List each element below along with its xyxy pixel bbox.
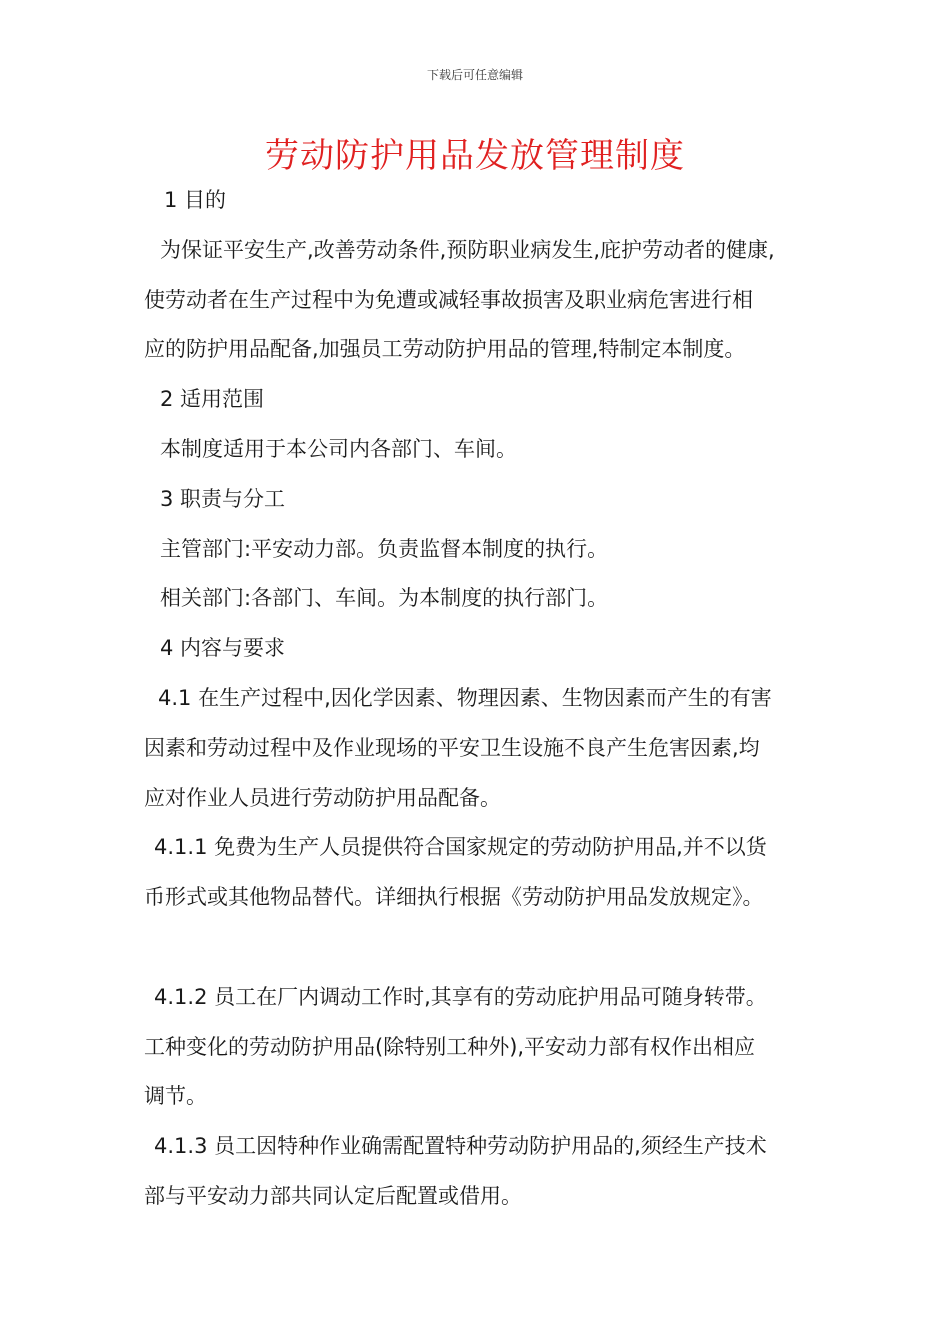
header-note: 下载后可任意编辑 (426, 68, 523, 82)
document-title: 劳动防护用品发放管理制度 (265, 136, 685, 176)
clause-4-1-1-line: 币形式或其他物品替代。详细执行根据《劳动防护用品发放规定》。 (144, 885, 764, 910)
clause-4-1-2-line: 工种变化的劳动防护用品(除特别工种外),平安动力部有权作出相应 (144, 1034, 756, 1059)
section-heading-purpose: 1 目的 (164, 188, 227, 212)
section-heading-responsibilities: 3 职责与分工 (160, 486, 286, 511)
clause-4-1-2-line: 4.1.2 员工在厂内调动工作时,其享有的劳动庇护用品可随身转带。 (154, 984, 767, 1009)
paragraph-line: 应的防护用品配备,加强员工劳动防护用品的管理,特制定本制度。 (144, 337, 746, 362)
document-body (144, 182, 824, 1228)
paragraph-line: 使劳动者在生产过程中为免遭或减轻事故损害及职业病危害进行相 (144, 287, 753, 312)
paragraph-line: 为保证平安生产,改善劳动条件,预防职业病发生,庇护劳动者的健康, (160, 237, 775, 262)
paragraph-line: 本制度适用于本公司内各部门、车间。 (160, 436, 517, 461)
paragraph-line: 相关部门:各部门、车间。为本制度的执行部门。 (160, 586, 609, 611)
section-heading-scope: 2 适用范围 (160, 387, 265, 412)
section-heading-content: 4 内容与要求 (160, 636, 286, 661)
clause-4-1-2-line: 调节。 (144, 1084, 207, 1109)
clause-4-1-line: 应对作业人员进行劳动防护用品配备。 (144, 785, 501, 810)
paragraph-line: 主管部门:平安动力部。负责监督本制度的执行。 (160, 536, 609, 561)
clause-4-1-3-line: 部与平安动力部共同认定后配置或借用。 (144, 1183, 522, 1208)
clause-4-1-1-line: 4.1.1 免费为生产人员提供符合国家规定的劳动防护用品,并不以货 (154, 835, 767, 860)
clause-4-1-3-line: 4.1.3 员工因特种作业确需配置特种劳动防护用品的,须经生产技术 (154, 1134, 767, 1159)
clause-4-1-line: 4.1 在生产过程中,因化学因素、物理因素、生物因素而产生的有害 (158, 685, 772, 710)
clause-4-1-line: 因素和劳动过程中及作业现场的平安卫生设施不良产生危害因素,均 (144, 735, 760, 760)
blank-line (144, 929, 824, 979)
